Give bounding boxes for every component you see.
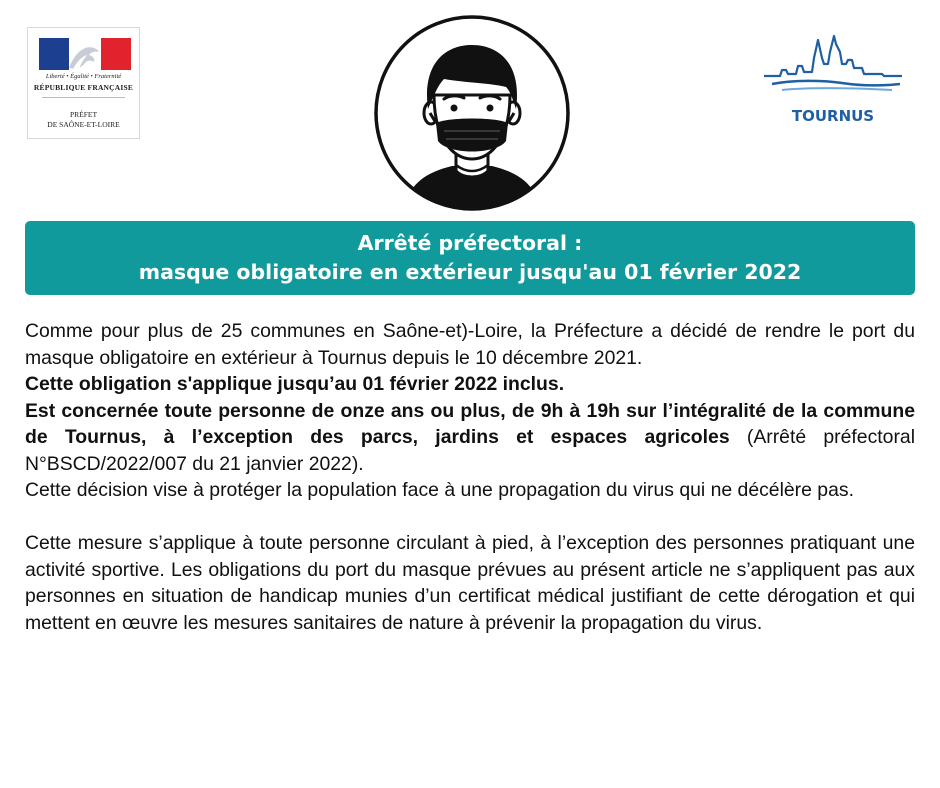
prefecture-label [28,110,139,130]
paragraph-exceptions: Cette mesure s’applique à toute personne circulant à pied, à l’exception des personnes pratiquant une activité sportive. Les obligations du port du masque prévues au présent article ne s’appliquent pas aux personnes en situation de handicap munies d’un certificat médical justifiant de cette dérogation et qui mettent en œuvre les mesures sanitaires de nature à prévenir la propagation du virus. [25,532,915,634]
paragraph-purpose: Cette décision vise à protéger la population face à une propagation du virus qui ne décélère pas. [25,479,854,501]
article-body [25,318,915,636]
paragraph-spacer [25,504,915,531]
republic-name: RÉPUBLIQUE FRANÇAISE [33,83,134,92]
paragraph-intro: Comme pour plus de 25 communes en Saône-et)-Loire, la Préfecture a décidé de rendre le port du masque obligatoire en extérieur à Tournus depuis le 10 décembre 2021. [25,320,915,369]
scope-bold-text: Est concernée toute personne de onze ans ou plus, de 9h à 19h sur l’intégralité de la commune de Tournus, à l’exception des parcs, jardins et espaces agricoles [25,399,915,448]
tournus-logo [762,30,904,130]
prefecture-line1: PRÉFET [69,110,98,119]
banner-title-line2: masque obligatoire en extérieur jusqu'au 01 février 2022 [138,260,802,284]
scope-reference-text: (Arrêté préfectoral N°BSCD/2022/007 du 21 janvier 2022). [25,426,916,475]
banner-title-line1: Arrêté préfectoral : [357,231,583,255]
logo-divider [42,97,125,98]
marianne-flag-icon [39,38,131,70]
prefecture-logo [27,27,140,139]
title-banner [25,221,915,295]
town-name: TOURNUS [791,107,875,125]
republic-motto: Liberté • Égalité • Fraternité [45,73,122,80]
masked-person-icon [372,13,572,213]
paragraph-end-date: Cette obligation s'applique jusqu’au 01 février 2022 inclus. [25,373,565,395]
prefecture-line2: DE SAÔNE-ET-LOIRE [47,120,120,129]
paragraph-scope [25,398,915,478]
town-skyline-icon [762,30,904,100]
